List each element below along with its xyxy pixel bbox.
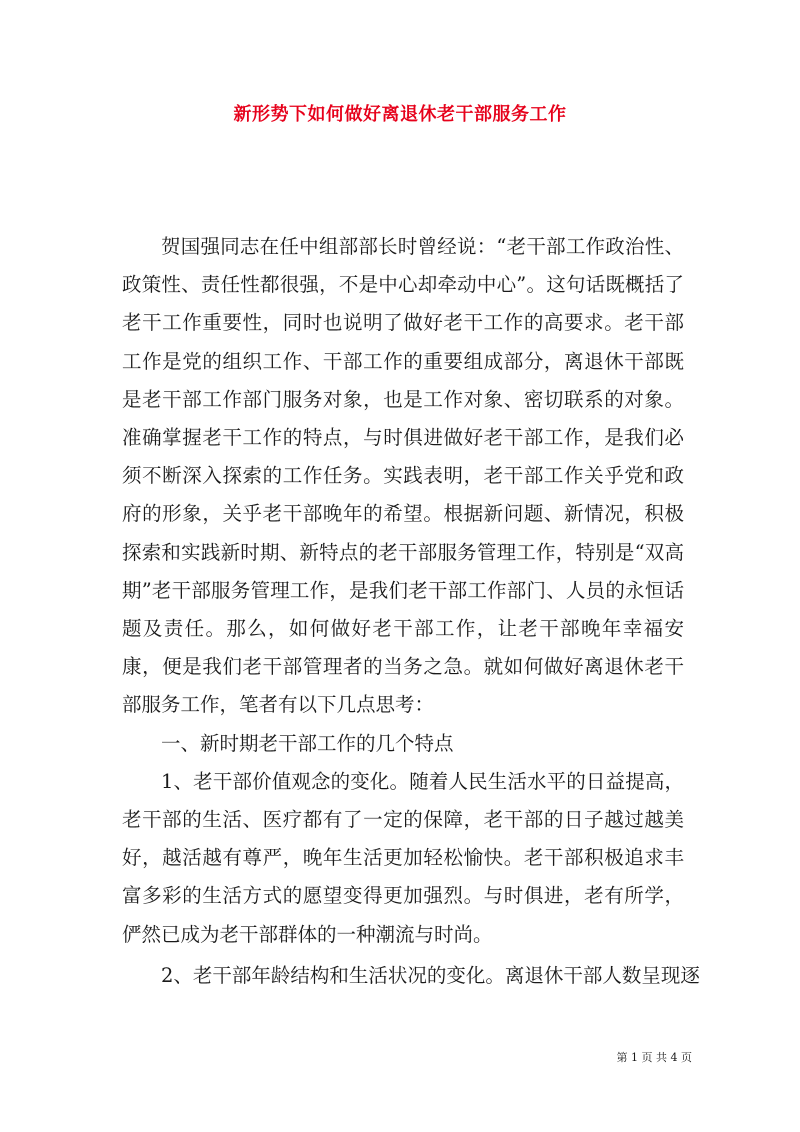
document-title: 新形势下如何做好离退休老干部服务工作 [233, 104, 567, 125]
section-heading: 一、新时期老干部工作的几个特点 [161, 731, 454, 755]
paragraph-point-2: 2、老干部年龄结构和生活状况的变化。离退休干部人数呈现逐 [161, 963, 700, 987]
page-number-footer: 第 1 页 共 4 页 [616, 1051, 692, 1064]
paragraph-point-1: 1、老干部价值观念的变化。随着人民生活水平的日益提高，老干部的生活、医疗都有了一定的保障，老干部的日子越过越美好，越活越有尊严，晚年生活更加轻松愉快。老干部积极追求丰富多彩的生活方式的愿望变得更加强烈。与时俱进，老有所学，俨然已成为老干部群体的一种潮流与时尚。 [122, 769, 684, 946]
document-body [122, 228, 700, 995]
paragraph-intro: 贺国强同志在任中组部部长时曾经说：“老干部工作政治性、政策性、责任性都很强，不是中心却牵动中心”。这句话既概括了老干工作重要性，同时也说明了做好老干工作的高要求。老干部工作是党的组织工作、干部工作的重要组成部分，离退休干部既是老干部工作部门服务对象，也是工作对象、密切联系的对象。准确掌握老干工作的特点，与时俱进做好老干部工作，是我们必须不断深入探索的工作任务。实践表明，老干部工作关乎党和政府的形象，关乎老干部晚年的希望。根据新问题、新情况，积极探索和实践新时期、新特点的老干部服务管理工作，特别是“双高期”老干部服务管理工作，是我们老干部工作部门、人员的永恒话题及责任。那么，如何做好老干部工作，让老干部晚年幸福安康，便是我们老干部管理者的当务之急。就如何做好离退休老干部服务工作，笔者有以下几点思考： [122, 235, 684, 717]
